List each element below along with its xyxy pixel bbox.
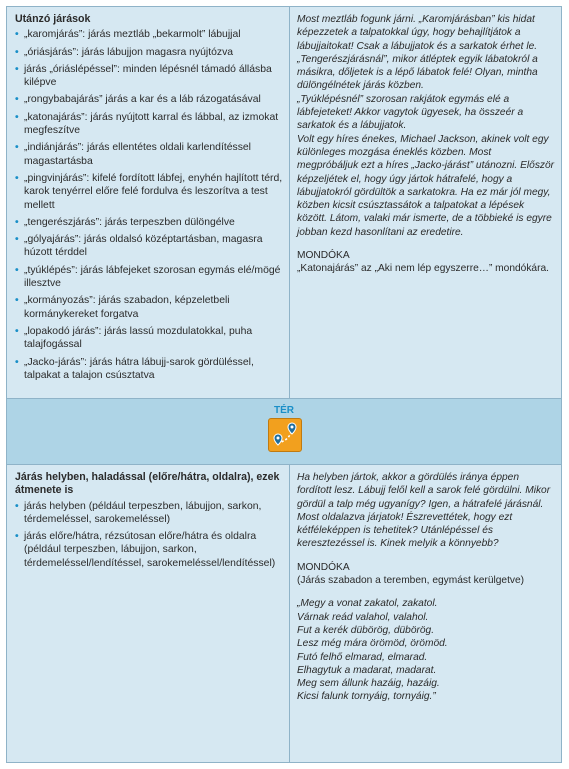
instruction-paragraph: Most oldalazva járjatok! Észrevettétek, hogy ezt kétféleképpen is tehetitek? Utánlépéssel és keresztezéssel is. Kinek melyik a könnyebb? bbox=[297, 511, 513, 550]
section-imitation-walks bbox=[7, 7, 561, 398]
section3-right-column bbox=[297, 471, 555, 704]
section3-left-column bbox=[15, 471, 283, 574]
list-item: • „indiánjárás”: járás ellentétes oldali karlendítéssel magastartásba bbox=[15, 141, 283, 168]
section3-title: Járás helyben, haladással (előre/hátra, oldalra), ezek átmenete is bbox=[15, 471, 280, 497]
section-walking-in-place bbox=[7, 465, 561, 762]
list-item: • járás „óriáslépéssel”: minden lépésnél támadó állásba kilépve bbox=[15, 63, 283, 90]
list-item: • „karomjárás”: járás meztláb „bekarmolt” lábujjal bbox=[15, 28, 283, 41]
rhyme-text: „Katonajárás” az „Aki nem lép egyszerre…” mondókára. bbox=[297, 263, 549, 275]
instruction-paragraph: Volt egy híres énekes, Michael Jackson, akinek volt egy különleges mozgása éneklés közben. Most megpróbáljuk ezt a híres „Jacko-járást” utánozni. Először képzeljétek el, hogy úgy jártok hátrafelé, hogy a lábujjatokról gördültök a sarkatokra. Ha ez már jól megy, közben kicsit csúsztassátok a talpatokat a lépések között. Látom, valaki már ismerte, de a többieké is egyre jobban kezd hasonlítani az eredetire. bbox=[297, 133, 555, 238]
list-item: • „pingvinjárás”: kifelé fordított lábfej, enyhén hajlított térd, karok tenyérrel előre felé fordulva és leszorítva a test mellett bbox=[15, 172, 283, 212]
section3-list bbox=[15, 500, 283, 570]
rhyme-line: Fut a kerék dübörög, dübörög. bbox=[297, 624, 435, 636]
list-item: • „tyúklépés”: járás lábfejeket szorosan egymás elé/mögé illesztve bbox=[15, 264, 283, 291]
section1-title: Utánzó járások bbox=[15, 13, 91, 25]
instruction-paragraph: Most meztláb fogunk járni. „Karomjárásban” kis hidat képezzetek a talpatokkal úgy, hogy behajlítjátok a lábujjaitokat! Csak a lábujjatok és a sarkatok érhet le. bbox=[297, 14, 538, 52]
list-item: • „tengerészjárás”: járás terpeszben dülöngélve bbox=[15, 216, 283, 229]
section1-list bbox=[15, 28, 283, 382]
instruction-paragraph: „Tyúklépésnél” szorosan rakjátok egymás elé a lábfejeteket! Akkor vagytok ügyesek, ha összeér a sarkatok és a lábujjatok. bbox=[297, 93, 524, 132]
instruction-paragraph: „Tengerészjárásnál”, mikor átléptek egyik lábatokról a másikra, dőljetek is a lépő lábatok felé! Olyan, mintha dülöngélnétek járás közben. bbox=[297, 53, 538, 92]
list-item: • „katonajárás”: járás nyújtott karral és lábbal, az izmokat megfeszítve bbox=[15, 111, 283, 138]
list-item: • „lopakodó járás”: járás lassú mozdulatokkal, puha talajfogással bbox=[15, 325, 283, 352]
rhyme-line: Kicsi falunk tornyáig, tornyáig.” bbox=[297, 691, 436, 703]
section1-right-column bbox=[297, 13, 555, 276]
section-space-banner bbox=[7, 398, 561, 465]
list-item: • járás előre/hátra, rézsútosan előre/hátra és oldalra (például terpeszben, lábujjon, sarkon, térdemeléssel/lendítéssel, sarokemeléssel/lendítéssel) bbox=[15, 530, 283, 570]
instruction-paragraph: Ha helyben jártok, akkor a gördülés iránya éppen fordított lesz. Lábujj felől kell a sarok felé gördülni. Mikor gördül a talp még ugyanígy? Igen, a hátrafelé járásnál. bbox=[297, 472, 551, 510]
activity-table bbox=[6, 6, 562, 763]
rhyme-line: Várnak reád valahol, valahol. bbox=[297, 611, 429, 623]
rhyme-line: Meg sem állunk hazáig, hazáig. bbox=[297, 678, 440, 690]
rhyme-note: (Járás szabadon a teremben, egymást kerülgetve) bbox=[297, 575, 525, 587]
list-item: • „Jacko-járás”: járás hátra lábujj-sarok gördüléssel, talpakat a talajon csúsztatva bbox=[15, 356, 283, 383]
list-item: • „kormányozás”: járás szabadon, képzeletbeli kormánykereket forgatva bbox=[15, 294, 283, 321]
rhyme-line: Futó felhő elmarad, elmarad. bbox=[297, 651, 428, 663]
rhyme-line: Lesz még mára örömöd, örömöd. bbox=[297, 638, 448, 650]
column-divider bbox=[289, 7, 290, 398]
rhyme-heading: MONDÓKA bbox=[297, 561, 350, 573]
space-label: TÉR bbox=[274, 405, 294, 416]
rhyme-line: Elhagytuk a madarat, madarat. bbox=[297, 664, 437, 676]
location-route-icon bbox=[268, 418, 302, 452]
list-item: • „rongybabajárás” járás a kar és a láb rázogatásával bbox=[15, 93, 283, 106]
column-divider bbox=[289, 465, 290, 762]
rhyme-heading: MONDÓKA bbox=[297, 250, 350, 262]
rhyme-line: „Megy a vonat zakatol, zakatol. bbox=[297, 598, 438, 610]
list-item: • „óriásjárás”: járás lábujjon magasra nyújtózva bbox=[15, 46, 283, 59]
list-item: • járás helyben (például terpeszben, lábujjon, sarkon, térdemeléssel, sarokemeléssel) bbox=[15, 500, 283, 527]
list-item: • „gólyajárás”: járás oldalsó középtartásban, magasra húzott térddel bbox=[15, 233, 283, 260]
section1-left-column bbox=[15, 13, 283, 386]
